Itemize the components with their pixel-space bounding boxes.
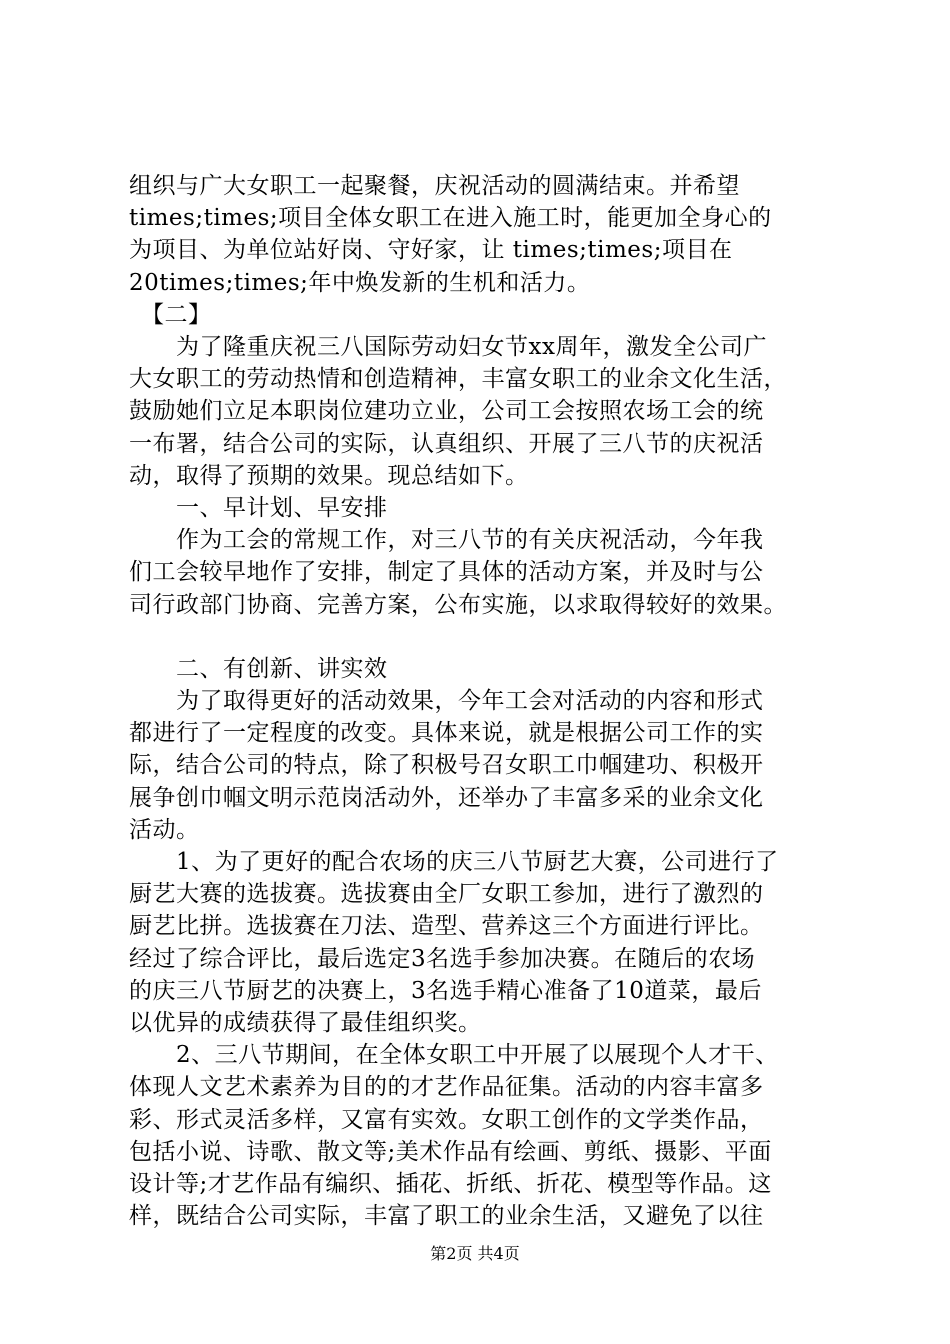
body-text-line: 的庆三八节厨艺的决赛上，3名选手精心准备了10道菜，最后	[129, 978, 762, 1004]
body-text-line: 们工会较早地作了安排，制定了具体的活动方案，并及时与公	[129, 559, 764, 585]
body-text-line: 样，既结合公司实际，丰富了职工的业余生活，又避免了以往	[129, 1203, 764, 1229]
body-text-line: 一布署，结合公司的实际，认真组织、开展了三八节的庆祝活	[129, 431, 764, 457]
body-text-line: 体现人文艺术素养为目的的才艺作品征集。活动的内容丰富多	[129, 1074, 764, 1100]
body-text-line: 为了取得更好的活动效果，今年工会对活动的内容和形式	[129, 688, 764, 714]
body-text-line: 为了隆重庆祝三八国际劳动妇女节xx周年，激发全公司广	[129, 334, 767, 360]
body-text-line: 2、三八节期间，在全体女职工中开展了以展现个人才干、	[129, 1042, 779, 1068]
body-text-line: 包括小说、诗歌、散文等;美术作品有绘画、剪纸、摄影、平面	[129, 1139, 772, 1165]
body-text-line: 都进行了一定程度的改变。具体来说，就是根据公司工作的实	[129, 720, 764, 746]
body-text-line: 展争创巾帼文明示范岗活动外，还举办了丰富多采的业余文化	[129, 785, 764, 811]
section-heading: 【二】	[129, 302, 212, 328]
body-text-line: 设计等;才艺作品有编织、插花、折纸、折花、模型等作品。这	[129, 1171, 772, 1197]
body-text-line: 大女职工的劳动热情和创造精神，丰富女职工的业余文化生活，	[129, 366, 787, 392]
body-text-line: 以优异的成绩获得了最佳组织奖。	[129, 1010, 482, 1036]
body-text-line: 鼓励她们立足本职岗位建功立业，公司工会按照农场工会的统	[129, 398, 764, 424]
body-text-line: 1、为了更好的配合农场的庆三八节厨艺大赛，公司进行了	[129, 849, 779, 875]
body-text-line: 司行政部门协商、完善方案，公布实施，以求取得较好的效果。	[129, 592, 787, 618]
body-text-line: 为项目、为单位站好岗、守好家，让 times;times;项目在	[129, 237, 733, 263]
body-text-line: 20times;times;年中焕发新的生机和活力。	[129, 270, 591, 296]
body-text-line: 厨艺大赛的选拔赛。选拔赛由全厂女职工参加，进行了激烈的	[129, 881, 764, 907]
body-text-line: 彩、形式灵活多样，又富有实效。女职工创作的文学类作品，	[129, 1107, 764, 1133]
subsection-heading: 一、早计划、早安排	[129, 495, 388, 521]
body-text-line: 动，取得了预期的效果。现总结如下。	[129, 463, 529, 489]
body-text-line: 经过了综合评比，最后选定3名选手参加决赛。在随后的农场	[129, 946, 756, 972]
body-text-line: times;times;项目全体女职工在进入施工时，能更加全身心的	[129, 205, 772, 231]
body-text-line: 作为工会的常规工作，对三八节的有关庆祝活动，今年我	[129, 527, 764, 553]
page-number-footer: 第2页 共4页	[430, 1244, 520, 1263]
body-text-line: 厨艺比拼。选拔赛在刀法、造型、营养这三个方面进行评比。	[129, 913, 764, 939]
subsection-heading: 二、有创新、讲实效	[129, 656, 388, 682]
body-text-line: 际，结合公司的特点，除了积极号召女职工巾帼建功、积极开	[129, 752, 764, 778]
body-text-line: 活动。	[129, 817, 200, 843]
body-text-line: 组织与广大女职工一起聚餐，庆祝活动的圆满结束。并希望	[129, 173, 740, 199]
